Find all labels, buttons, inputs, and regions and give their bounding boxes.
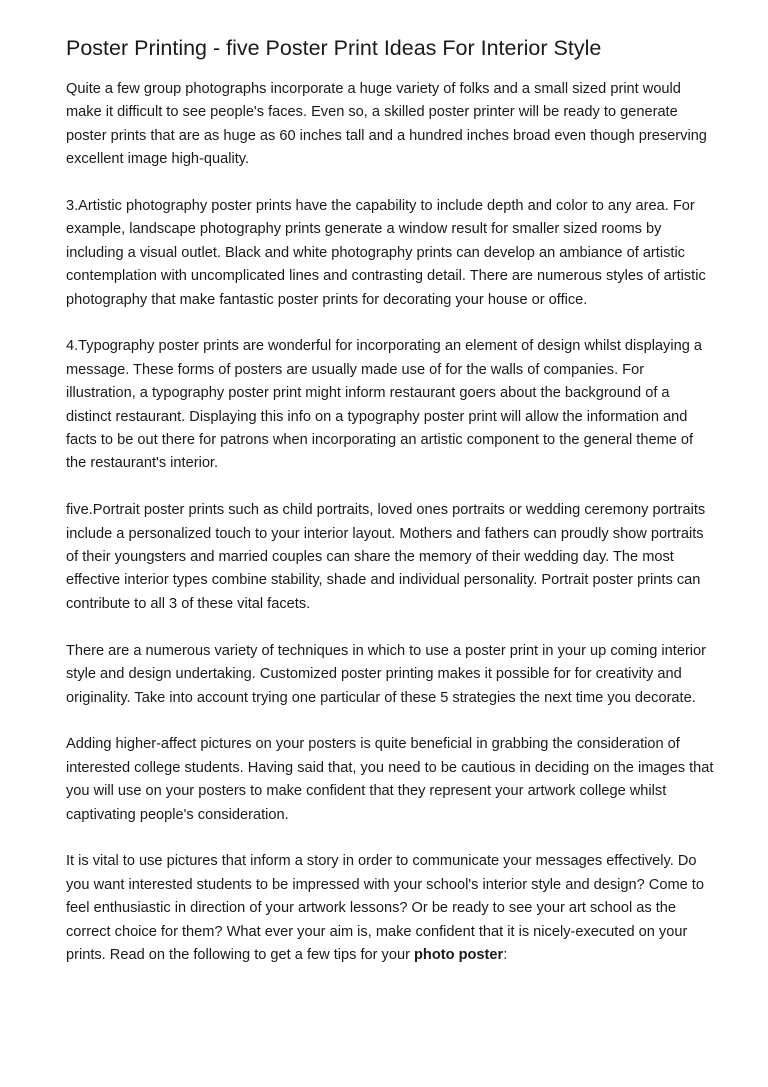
paragraph-typography: 4.Typography poster prints are wonderful for incorporating an element of design whilst displaying a message. These forms of posters are usually made use of for the walls of companies. For illustration, a typography poster print might inform restaurant goers about the background of a distinct restaurant. Displaying this info on a typography poster print will allow the information and facts to be out there for patrons when incorporating an artistic component to the general theme of the restaurant's interior. bbox=[66, 338, 702, 472]
document-page bbox=[66, 34, 716, 967]
paragraph-story-text: It is vital to use pictures that inform a story in order to communicate your messages effectively. Do you want interested students to be impressed with your school's interior style and design? Come to feel enthusiastic in direction of your artwork lessons? Or be ready to see your art school as the correct choice for them? What ever your aim is, make confident that it is nicely-executed on your prints. Read on the following to get a few tips for your bbox=[66, 853, 704, 963]
paragraph-portrait: five.Portrait poster prints such as child portraits, loved ones portraits or wedding ceremony portraits include a personalized touch to your interior layout. Mothers and fathers can proudly show portraits of their youngsters and married couples can share the memory of their wedding day. The most effective interior types combine stability, shade and individual personality. Portrait poster prints can contribute to all 3 of these vital facets. bbox=[66, 502, 706, 612]
paragraph-high-impact-pictures: Adding higher-affect pictures on your posters is quite beneficial in grabbing the consideration of interested college students. Having said that, you need to be cautious in deciding on the images that you will use on your posters to make confident that they represent your artwork college whilst captivating people's consideration. bbox=[66, 736, 714, 823]
paragraph-artistic-photography: 3.Artistic photography poster prints have the capability to include depth and color to any area. For example, landscape photography prints generate a window result for smaller sized rooms by including a visual outlet. Black and white photography prints can develop an ambiance of artistic contemplation with uncomplicated lines and contrasting detail. There are numerous styles of artistic photography that make fantastic poster prints for decorating your house or office. bbox=[66, 198, 706, 308]
page-title: Poster Printing - five Poster Print Ideas For Interior Style bbox=[66, 36, 602, 60]
paragraph-techniques: There are a numerous variety of techniques in which to use a poster print in your up coming interior style and design undertaking. Customized poster printing makes it possible for for creativity and originality. Take into account trying one particular of these 5 strategies the next time you decorate. bbox=[66, 642, 707, 706]
paragraph-story-suffix: : bbox=[503, 946, 508, 963]
paragraph-story-pictures bbox=[66, 850, 716, 967]
photo-poster-emphasis: photo poster bbox=[414, 946, 504, 963]
paragraph-group-photos: Quite a few group photographs incorporate a huge variety of folks and a small sized print would make it difficult to see people's faces. Even so, a skilled poster printer will be ready to generate poster prints that are as huge as 60 inches tall and a hundred inches broad even though preserving excellent image high-quality. bbox=[66, 81, 707, 168]
